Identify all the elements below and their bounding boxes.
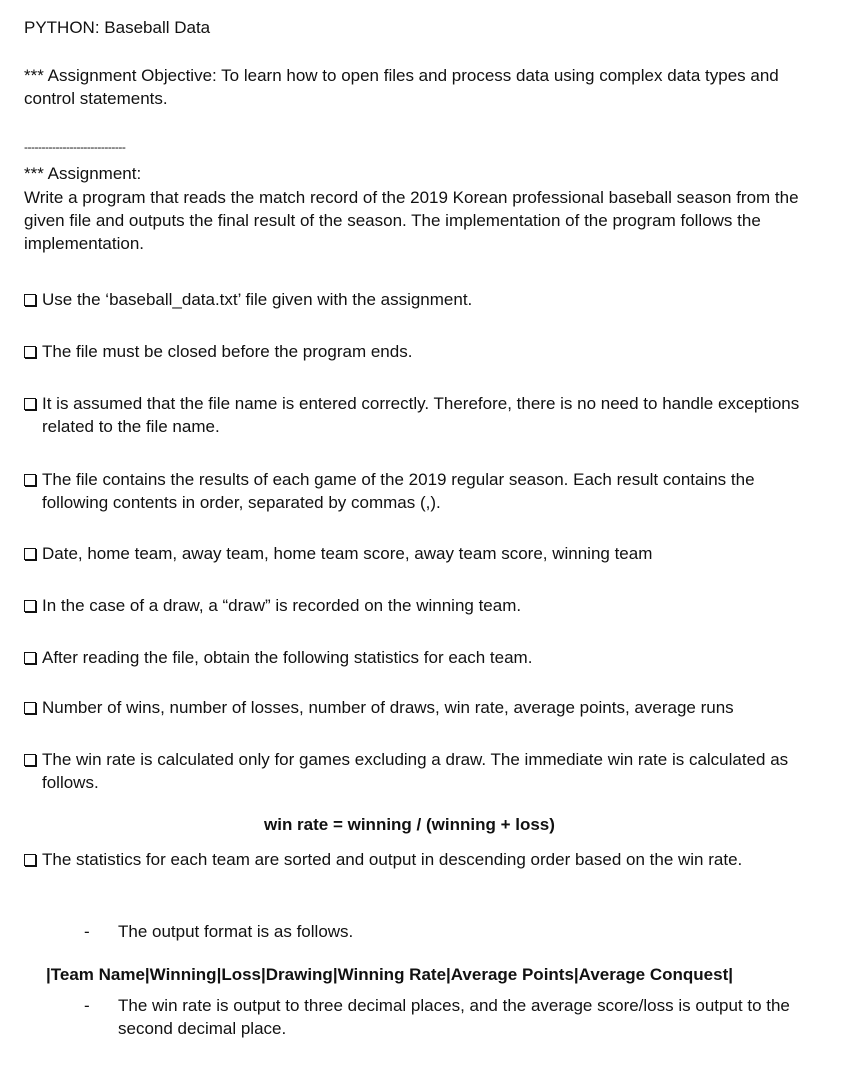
bullet-item: Number of wins, number of losses, number of draws, win rate, average points, average runs [24, 696, 814, 719]
dash-item-text: The win rate is output to three decimal places, and the average score/loss is output to the second decimal place. [118, 996, 790, 1038]
checkbox-icon [24, 474, 36, 486]
bullet-item: Use the ‘baseball_data.txt’ file given with the assignment. [24, 288, 814, 311]
bullet-item: It is assumed that the file name is entered correctly. Therefore, there is no need to handle exceptions related to the file name. [24, 392, 814, 438]
dash-marker: - [84, 996, 90, 1015]
checkbox-icon [24, 754, 36, 766]
checkbox-icon [24, 652, 36, 664]
checkbox-icon [24, 294, 36, 306]
checkbox-icon [24, 398, 36, 410]
bullet-item: The file must be closed before the program ends. [24, 340, 814, 363]
document-title: PYTHON: Baseball Data [24, 18, 211, 37]
bullet-item: The file contains the results of each game of the 2019 regular season. Each result contains the following contents in order, separated by commas (,). [24, 468, 814, 514]
checkbox-icon [24, 548, 36, 560]
dash-marker: - [84, 922, 90, 941]
checkbox-icon [24, 702, 36, 714]
section-divider: ----------------------------- [24, 140, 126, 154]
checkbox-icon [24, 854, 36, 866]
checkbox-icon [24, 346, 36, 358]
assignment-description: Write a program that reads the match record of the 2019 Korean professional baseball season from the given file and outputs the final result of the season. The implementation of the program follows the implementation. [24, 188, 799, 253]
bullet-item: After reading the file, obtain the following statistics for each team. [24, 646, 814, 669]
assignment-objective: *** Assignment Objective: To learn how to open files and process data using complex data types and control statements. [24, 66, 779, 108]
dash-list-item [84, 920, 824, 943]
bullet-item: In the case of a draw, a “draw” is recorded on the winning team. [24, 594, 814, 617]
bullet-item: Date, home team, away team, home team score, away team score, winning team [24, 542, 814, 565]
dash-item-text: The output format is as follows. [118, 922, 354, 941]
bullet-item: The statistics for each team are sorted and output in descending order based on the win rate. [24, 848, 814, 871]
bullet-item: The win rate is calculated only for games excluding a draw. The immediate win rate is calculated as follows. [24, 748, 814, 794]
checkbox-icon [24, 600, 36, 612]
dash-list-item [84, 994, 824, 1040]
output-format-line: |Team Name|Winning|Loss|Drawing|Winning Rate|Average Points|Average Conquest| [46, 965, 733, 984]
assignment-heading: *** Assignment: [24, 164, 142, 183]
win-rate-formula: win rate = winning / (winning + loss) [264, 815, 555, 834]
